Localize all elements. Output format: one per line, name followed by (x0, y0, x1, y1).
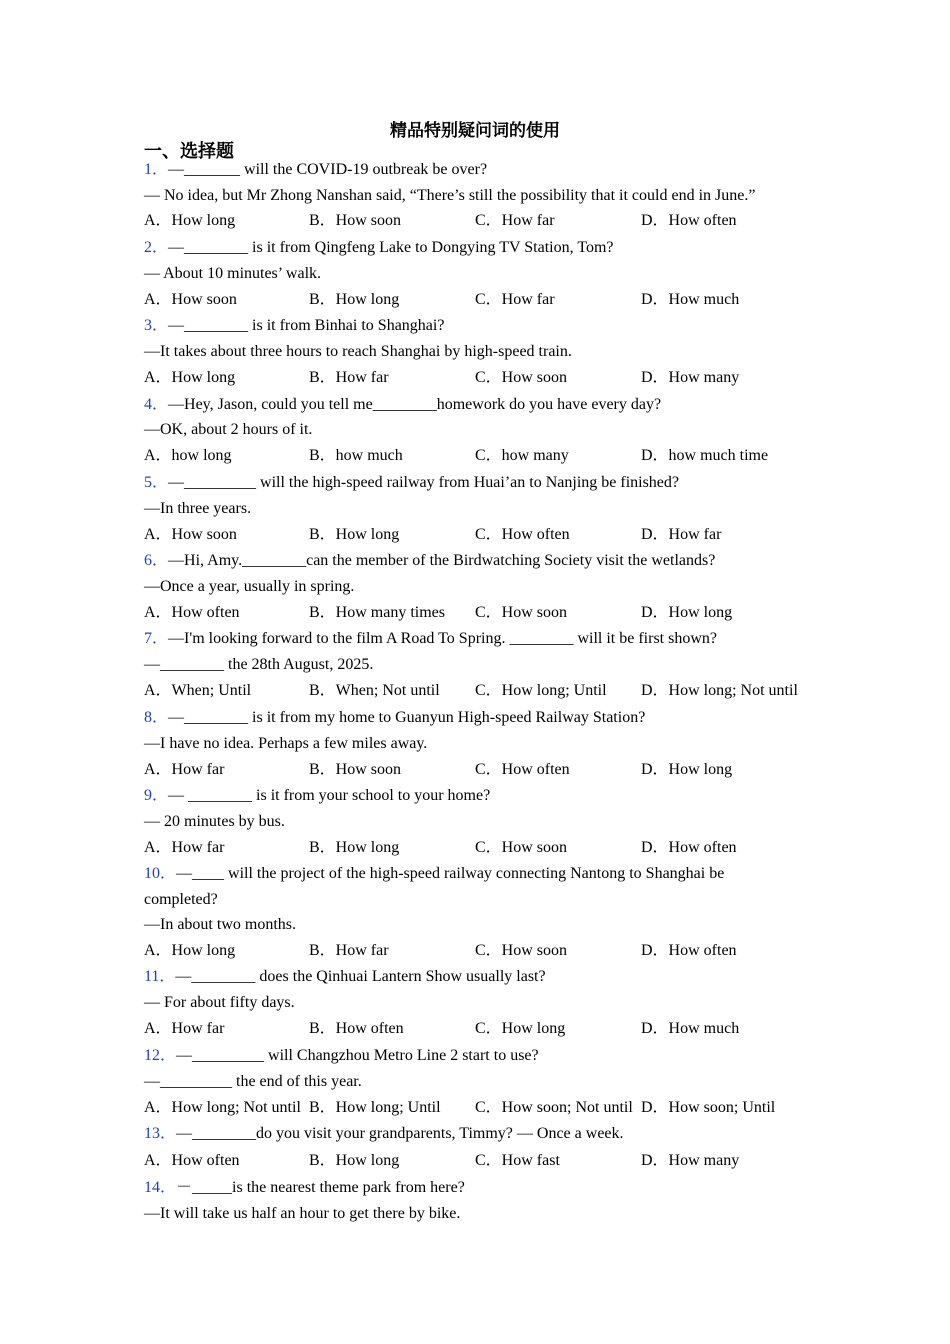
question-reply: —OK, about 2 hours of it. (144, 421, 313, 438)
option-c: C．How long (475, 1020, 566, 1037)
option-c: C．How soon (475, 604, 568, 621)
option-c: C．How soon; Not until (475, 1099, 633, 1116)
question-stem-continued: completed? (144, 891, 218, 908)
option-a: A．How often (144, 604, 240, 621)
page-title: 精品特别疑问词的使用 (390, 121, 560, 141)
option-c: C．How soon (475, 369, 568, 386)
question-number: 10． (144, 865, 177, 882)
question-reply: — 20 minutes by bus. (144, 813, 285, 830)
option-a: A．How long (144, 942, 236, 959)
option-b: B．How far (309, 942, 389, 959)
question-number: 6． (144, 552, 169, 569)
question-stem: 12．—_________ will Changzhou Metro Line 2 start to use? (144, 1047, 539, 1064)
option-b: B．How long (309, 839, 400, 856)
option-a: A．How long (144, 369, 236, 386)
section-heading: 一、选择题 (144, 141, 234, 162)
option-d: D．How often (641, 839, 737, 856)
question-number: 8． (144, 709, 169, 726)
option-b: B．How soon (309, 212, 402, 229)
option-b: B．How long (309, 1152, 400, 1169)
question-number: 1． (144, 161, 169, 178)
option-b: B．How many times (309, 604, 445, 621)
question-stem: 13．—________do you visit your grandparents, Timmy? — Once a week. (144, 1125, 624, 1142)
question-stem: 2．—________ is it from Qingfeng Lake to Dongying TV Station, Tom? (144, 239, 614, 256)
question-stem: 3．—________ is it from Binhai to Shanghai? (144, 317, 445, 334)
question-number: 14． (144, 1179, 177, 1196)
option-d: D．How long (641, 761, 733, 778)
option-c: C．How fast (475, 1152, 560, 1169)
option-c: C．How often (475, 526, 570, 543)
option-a: A．How soon (144, 291, 237, 308)
question-number: 11． (144, 968, 176, 985)
question-stem: 9．— ________ is it from your school to your home? (144, 787, 491, 804)
question-reply: —_________ the end of this year. (144, 1073, 362, 1090)
option-c: C．How often (475, 761, 570, 778)
option-c: C．How far (475, 291, 555, 308)
option-d: D．How long; Not until (641, 682, 798, 699)
option-c: C．How soon (475, 839, 568, 856)
question-reply: —In three years. (144, 500, 252, 517)
option-d: D．how much time (641, 447, 769, 464)
question-number: 5． (144, 474, 169, 491)
question-reply: — For about fifty days. (144, 994, 295, 1011)
option-b: B．How long; Until (309, 1099, 441, 1116)
option-a: A．How far (144, 839, 225, 856)
question-reply: —It will take us half an hour to get there by bike. (144, 1205, 461, 1222)
question-stem: 7．—I'm looking forward to the film A Road To Spring. ________ will it be first shown? (144, 630, 717, 647)
option-a: A．How long; Not until (144, 1099, 301, 1116)
question-reply: — About 10 minutes’ walk. (144, 265, 322, 282)
question-stem: 6．—Hi, Amy.________can the member of the Birdwatching Society visit the wetlands? (144, 552, 716, 569)
option-d: D．How soon; Until (641, 1099, 776, 1116)
option-b: B．How far (309, 369, 389, 386)
question-reply: —Once a year, usually in spring. (144, 578, 355, 595)
question-stem: 10．—____ will the project of the high-speed railway connecting Nantong to Shanghai be (144, 865, 725, 882)
option-a: A．How often (144, 1152, 240, 1169)
question-stem: 14．－_____is the nearest theme park from here? (144, 1179, 465, 1196)
option-c: C．How far (475, 212, 555, 229)
option-d: D．How often (641, 942, 737, 959)
question-reply: —I have no idea. Perhaps a few miles away. (144, 735, 428, 752)
option-d: D．How many (641, 369, 740, 386)
option-a: A．How far (144, 761, 225, 778)
question-reply: —In about two months. (144, 916, 296, 933)
option-d: D．How many (641, 1152, 740, 1169)
option-a: A．How far (144, 1020, 225, 1037)
question-stem: 8．—________ is it from my home to Guanyun High-speed Railway Station? (144, 709, 646, 726)
question-reply: — No idea, but Mr Zhong Nanshan said, “There’s still the possibility that it could end in June.” (144, 187, 756, 204)
option-c: C．how many (475, 447, 569, 464)
option-a: A．how long (144, 447, 232, 464)
question-stem: 4．—Hey, Jason, could you tell me________homework do you have every day? (144, 396, 662, 413)
option-c: C．How long; Until (475, 682, 607, 699)
question-number: 13． (144, 1125, 177, 1142)
option-d: D．How often (641, 212, 737, 229)
option-a: A．How soon (144, 526, 237, 543)
question-stem: 1．—_______ will the COVID-19 outbreak be over? (144, 161, 488, 178)
question-reply: —________ the 28th August, 2025. (144, 656, 374, 673)
question-number: 2． (144, 239, 169, 256)
option-b: B．How long (309, 291, 400, 308)
option-d: D．How far (641, 526, 722, 543)
question-number: 9． (144, 787, 169, 804)
option-d: D．How much (641, 291, 740, 308)
question-stem: 5．—_________ will the high-speed railway from Huai’an to Nanjing be finished? (144, 474, 680, 491)
question-number: 4． (144, 396, 169, 413)
question-number: 3． (144, 317, 169, 334)
option-b: B．How long (309, 526, 400, 543)
option-d: D．How much (641, 1020, 740, 1037)
question-reply: —It takes about three hours to reach Shanghai by high-speed train. (144, 343, 572, 360)
option-b: B．When; Not until (309, 682, 440, 699)
option-b: B．How soon (309, 761, 402, 778)
question-stem: 11．—________ does the Qinhuai Lantern Show usually last? (144, 968, 546, 985)
question-number: 7． (144, 630, 169, 647)
option-d: D．How long (641, 604, 733, 621)
option-c: C．How soon (475, 942, 568, 959)
option-b: B．How often (309, 1020, 404, 1037)
option-a: A．When; Until (144, 682, 252, 699)
option-b: B．how much (309, 447, 403, 464)
question-number: 12． (144, 1047, 177, 1064)
option-a: A．How long (144, 212, 236, 229)
